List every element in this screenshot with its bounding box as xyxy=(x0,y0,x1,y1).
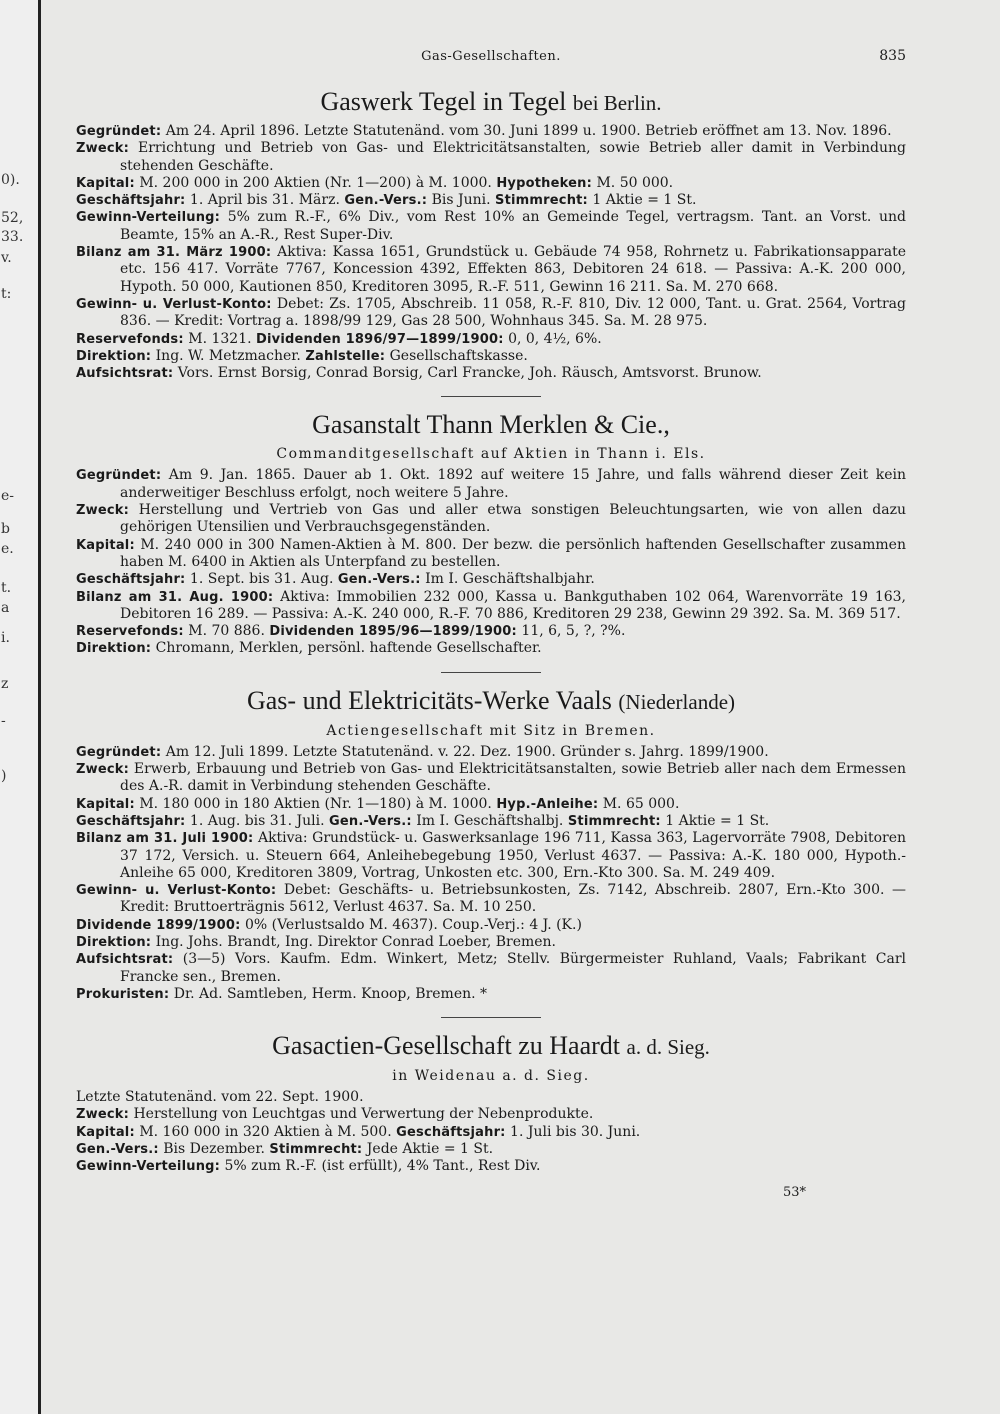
field-label: Stimmrecht: xyxy=(495,193,588,209)
entry-item xyxy=(76,365,906,382)
field-value: M. 240 000 in 300 Namen-Aktien à M. 800. Der bezw. die persönlich haftenden Gesellschafter zusammen haben M. 6400 in Aktien als Unterpfand zu bestellen. xyxy=(120,536,906,570)
margin-fragment: a xyxy=(1,600,10,616)
company-name: Gasactien-Gesellschaft zu Haardt xyxy=(272,1031,621,1061)
field-label: Zahlstelle: xyxy=(305,348,386,364)
field-value: Bis Dezember. xyxy=(163,1141,265,1158)
field-value: Bis Juni. xyxy=(431,192,491,209)
field-label: Zweck: xyxy=(76,141,130,157)
field-label: Bilanz am 31. Aug. 1900: xyxy=(76,589,274,605)
field-value: Aktiva: Immobilien 232 000, Kassa u. Bankguthaben 102 064, Warenvorräte 19 163, Debitoren 16 289. — Passiva: A.-K. 240 000, R.-F. 70 886, Kreditoren 29 238, Gewinn 29 392. Sa. M. 369 517. xyxy=(120,588,907,622)
company-location: a. d. Sieg. xyxy=(626,1035,710,1060)
field-label: Gen.-Vers.: xyxy=(337,572,421,588)
left-margin-fragments xyxy=(0,0,36,1414)
margin-fragment: i. xyxy=(1,630,10,646)
company-entries xyxy=(76,86,906,1176)
margin-fragment: v. xyxy=(1,250,12,266)
entry-item xyxy=(76,502,906,537)
field-label: Dividenden 1896/97—1899/1900: xyxy=(256,331,504,347)
field-value: 5% zum R.-F. (ist erfüllt), 4% Tant., Rest Div. xyxy=(224,1158,541,1175)
section-divider xyxy=(441,672,541,673)
entry-item xyxy=(76,813,906,830)
entry-item xyxy=(76,175,906,192)
company-subtitle: Commanditgesellschaft auf Aktien in Thann i. Els. xyxy=(276,446,706,463)
field-label: Hyp.-Anleihe: xyxy=(496,796,599,812)
entry-item xyxy=(76,1158,906,1175)
entry-item xyxy=(76,1124,906,1141)
section-divider xyxy=(441,396,541,397)
field-label: Bilanz am 31. Juli 1900: xyxy=(76,831,254,847)
field-value: Dr. Ad. Samtleben, Herm. Knoop, Bremen. * xyxy=(173,985,488,1002)
entry-item xyxy=(76,640,906,657)
entry-item xyxy=(76,209,906,244)
company-title xyxy=(76,409,906,441)
company-location: bei Berlin. xyxy=(572,91,662,115)
field-value: Debet: Geschäfts- u. Betriebsunkosten, Zs. 7142, Abschreib. 2807, Ern.-Kto 300. — Kredit: Bruttoerträgnis 5612, Verlust 4637. Sa. M. 10 250. xyxy=(120,882,906,916)
margin-fragment: z xyxy=(1,676,9,692)
entry-item xyxy=(76,623,906,640)
field-label: Gegründet: xyxy=(76,124,162,139)
entry-item xyxy=(76,796,906,813)
entry-item xyxy=(76,296,906,331)
field-label: Reservefonds: xyxy=(76,624,184,640)
field-value: M. 1321. xyxy=(188,330,252,347)
sheet-signature: 53* xyxy=(782,1184,806,1200)
margin-fragment: 33. xyxy=(1,229,24,245)
entry-item xyxy=(76,830,906,882)
field-value: Letzte Statutenänd. vom 22. Sept. 1900. xyxy=(76,1089,364,1106)
field-value: Aktiva: Grundstück- u. Gaswerksanlage 196 711, Kassa 363, Lagervorräte 7908, Debitoren 37 172, Versich. u. Steuern 664, Anleihebegebung 1950, Verlust 4637. — Passiva: A.-K. 180 000, Hypoth.-Anleihe 65 000, Kreditoren 3809, Vortrag, Unkosten etc. 300, Ern.-Kto 300. Sa. M. 249 409. xyxy=(120,830,906,881)
field-label: Geschäftsjahr: xyxy=(76,813,186,829)
field-label: Gen.-Vers.: xyxy=(344,193,428,209)
margin-fragment: b xyxy=(1,521,10,537)
field-value: (3—5) Vors. Kaufm. Edm. Winkert, Metz; Stellv. Bürgermeister Ruhland, Vaals; Fabrikant Carl Francke sen., Bremen. xyxy=(120,951,907,985)
field-label: Direktion: xyxy=(76,934,152,950)
entry-item xyxy=(76,123,906,140)
company-subtitle: in Weidenau a. d. Sieg. xyxy=(392,1068,590,1085)
field-value: M. 180 000 in 180 Aktien (Nr. 1—180) à M. 1000. xyxy=(139,795,492,812)
field-label: Gegründet: xyxy=(76,468,162,484)
entry-item xyxy=(76,348,906,365)
field-label: Zweck: xyxy=(76,503,130,519)
entry-item xyxy=(76,537,906,572)
entry-item xyxy=(76,761,906,796)
field-label: Kapital: xyxy=(76,175,135,191)
company-title xyxy=(76,685,906,718)
field-value: Herstellung und Vertrieb von Gas und aller etwa sonstigen Beleuchtungsarten, wie von allen dazu gehörigen Utensilien und Verbrauchsgegenständen. xyxy=(120,502,907,536)
field-label: Gewinn-Verteilung: xyxy=(76,210,221,226)
margin-fragment: t. xyxy=(1,580,12,596)
field-label: Zweck: xyxy=(76,762,130,778)
entry-item xyxy=(76,744,906,761)
field-label: Kapital: xyxy=(76,1124,135,1140)
field-value: 1 Aktie = 1 St. xyxy=(592,192,697,209)
company-location: (Niederlande) xyxy=(618,689,736,714)
field-value: 0% (Verlustsaldo M. 4637). Coup.-Verj.: 4 J. (K.) xyxy=(244,916,582,933)
field-value: M. 70 886. xyxy=(188,623,265,640)
margin-fragment: e- xyxy=(1,488,15,504)
field-value: Aktiva: Kassa 1651, Grundstück u. Gebäude 74 958, Rohrnetz u. Fabrikationsapparate etc. 156 417. Vorräte 7767, Koncession 4392, Effekten 863, Debitoren 24 618. — Passiva: A.-K. 200 000, Hypoth. 50 000, Kautionen 850, Kreditoren 3095, R.-F. 511, Gewinn 16 211. Sa. M. 270 668. xyxy=(120,244,906,295)
running-title: Gas-Gesellschaften. xyxy=(421,49,561,64)
field-value: Im I. Geschäftshalbj. xyxy=(416,812,564,829)
field-value: Herstellung von Leuchtgas und Verwertung der Nebenprodukte. xyxy=(133,1106,594,1123)
field-label: Reservefonds: xyxy=(76,331,184,347)
company-title xyxy=(76,1030,906,1063)
field-value: M. 200 000 in 200 Aktien (Nr. 1—200) à M. 1000. xyxy=(139,174,492,191)
field-label: Gewinn-Verteilung: xyxy=(76,1159,221,1175)
field-value: Chromann, Merklen, persönl. haftende Gesellschafter. xyxy=(155,640,542,657)
company-entry xyxy=(76,1030,906,1175)
field-label: Direktion: xyxy=(76,348,152,364)
field-value: M. 160 000 in 320 Aktien à M. 500. xyxy=(139,1123,392,1140)
entry-item xyxy=(76,1089,906,1106)
entry-item xyxy=(76,917,906,934)
field-value: Am 24. April 1896. Letzte Statutenänd. vom 30. Juni 1899 u. 1900. Betrieb eröffnet am 13. Nov. 1896. xyxy=(165,123,892,139)
field-label: Gewinn- u. Verlust-Konto: xyxy=(76,883,277,899)
entry-item xyxy=(76,882,906,917)
margin-fragment: t: xyxy=(1,286,12,302)
field-value: Debet: Zs. 1705, Abschreib. 11 058, R.-F. 810, Div. 12 000, Tant. u. Grat. 2564, Vortrag 836. — Kredit: Vortrag a. 1898/99 129, Gas 28 500, Wohnhaus 345. Sa. M. 28 975. xyxy=(120,295,906,330)
field-label: Gewinn- u. Verlust-Konto: xyxy=(76,296,272,312)
field-label: Dividende 1899/1900: xyxy=(76,917,241,933)
field-label: Kapital: xyxy=(76,537,135,553)
field-label: Aufsichtsrat: xyxy=(76,952,174,968)
entry-item xyxy=(76,1106,906,1123)
field-label: Geschäftsjahr: xyxy=(76,193,186,209)
entry-item xyxy=(76,140,906,175)
field-value: 1. Aug. bis 31. Juli. xyxy=(189,812,325,829)
field-label: Dividenden 1895/96—1899/1900: xyxy=(269,624,517,640)
field-value: 1 Aktie = 1 St. xyxy=(665,812,770,829)
company-entry xyxy=(76,86,906,382)
company-name: Gasanstalt Thann Merklen & Cie., xyxy=(312,410,670,440)
field-value: Erwerb, Erbauung und Betrieb von Gas- und Elektricitätsanstalten, sowie Betrieb aller nach dem Ermessen des A.-R. damit in Verbindung stehenden Geschäfte. xyxy=(120,761,906,795)
field-value: M. 50 000. xyxy=(596,174,674,191)
entry-item xyxy=(76,934,906,951)
field-value: Im I. Geschäftshalbjahr. xyxy=(425,571,595,588)
margin-fragment: e. xyxy=(1,541,14,557)
entry-item xyxy=(76,331,906,348)
field-label: Stimmrecht: xyxy=(567,813,661,829)
field-value: Errichtung und Betrieb von Gas- und Elektricitätsanstalten, sowie Betrieb aller damit in Verbindung stehenden Geschäfte. xyxy=(120,140,907,174)
margin-fragment: - xyxy=(1,713,6,729)
field-value: Jede Aktie = 1 St. xyxy=(366,1141,494,1158)
company-name: Gaswerk Tegel in Tegel xyxy=(320,87,567,116)
field-value: Vors. Ernst Borsig, Conrad Borsig, Carl Francke, Joh. Räusch, Amtsvorst. Brunow. xyxy=(177,365,762,382)
field-label: Geschäftsjahr: xyxy=(76,572,186,588)
field-value: 0, 0, 4½, 6%. xyxy=(508,330,602,347)
field-label: Gen.-Vers.: xyxy=(76,1142,159,1158)
field-label: Prokuristen: xyxy=(76,986,170,1002)
field-value: M. 65 000. xyxy=(602,795,680,812)
page-content xyxy=(76,48,906,1201)
field-value: Am 12. Juli 1899. Letzte Statutenänd. v. 22. Dez. 1900. Gründer s. Jahrg. 1899/1900. xyxy=(165,743,769,760)
company-name: Gas- und Elektricitäts-Werke Vaals xyxy=(246,685,612,715)
field-label: Gegründet: xyxy=(76,744,162,760)
field-value: 11, 6, 5, ?, ?%. xyxy=(521,623,626,640)
company-entry xyxy=(76,685,906,1003)
company-title xyxy=(76,86,906,119)
field-label: Aufsichtsrat: xyxy=(76,366,174,382)
field-value: 5% zum R.-F., 6% Div., vom Rest 10% an Gemeinde Tegel, vertragsm. Tant. an Vorst. und Beamte, 15% an A.-R., Rest Super-Div. xyxy=(120,209,906,243)
field-label: Direktion: xyxy=(76,641,152,657)
entry-item xyxy=(76,589,906,624)
company-subtitle: Actiengesellschaft mit Sitz in Bremen. xyxy=(326,722,656,739)
entry-item xyxy=(76,571,906,588)
field-value: 1. Sept. bis 31. Aug. xyxy=(189,571,334,588)
page-number: 835 xyxy=(879,48,906,64)
field-label: Bilanz am 31. März 1900: xyxy=(76,245,272,261)
field-value: 1. April bis 31. März. xyxy=(189,192,340,209)
margin-fragment: 52, xyxy=(1,210,24,226)
entry-item xyxy=(76,986,906,1003)
entry-item xyxy=(76,244,906,296)
field-label: Gen.-Vers.: xyxy=(329,813,412,829)
entry-item xyxy=(76,1141,906,1158)
field-label: Geschäftsjahr: xyxy=(396,1124,506,1140)
field-value: Ing. Johs. Brandt, Ing. Direktor Conrad Loeber, Bremen. xyxy=(155,933,557,950)
section-divider xyxy=(441,1017,541,1018)
field-value: Ing. W. Metzmacher. xyxy=(155,347,301,364)
entry-item xyxy=(76,192,906,209)
entry-item xyxy=(76,951,906,986)
entry-item xyxy=(76,467,906,502)
page-header xyxy=(76,48,906,68)
field-label: Kapital: xyxy=(76,796,135,812)
field-value: Gesellschaftskasse. xyxy=(389,347,528,364)
company-entry xyxy=(76,409,906,657)
field-label: Zweck: xyxy=(76,1107,130,1123)
field-value: Am 9. Jan. 1865. Dauer ab 1. Okt. 1892 auf weitere 15 Jahre, und falls während dieser Zeit kein anderweitiger Beschluss erfolgt, noch weitere 5 Jahre. xyxy=(120,467,906,501)
margin-fragment: ) xyxy=(1,768,7,784)
field-label: Hypotheken: xyxy=(496,175,592,191)
field-label: Stimmrecht: xyxy=(269,1142,363,1158)
margin-fragment: 0). xyxy=(1,172,20,188)
field-value: 1. Juli bis 30. Juni. xyxy=(510,1123,641,1140)
